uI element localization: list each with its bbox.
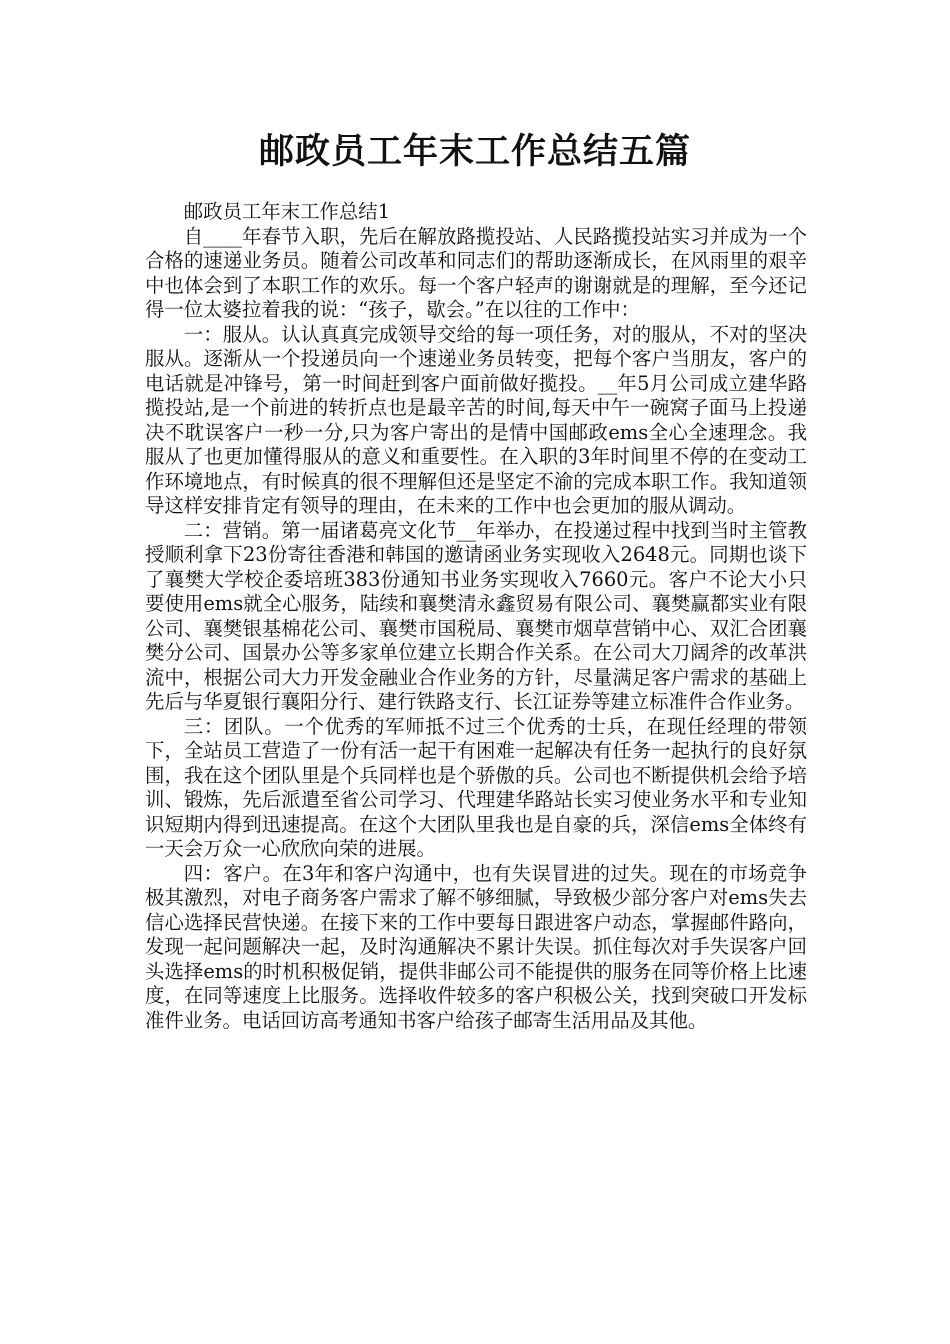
document-body <box>145 200 807 1033</box>
section-heading: 邮政员工年末工作总结1 <box>183 200 391 223</box>
document-title: 邮政员工年末工作总结五篇 <box>258 132 691 172</box>
paragraph-obedience: 一：服从。认认真真完成领导交给的每一项任务，对的服从，不对的坚决服从。逐渐从一个投递员向一个速递业务员转变，把每个客户当朋友，客户的电话就是冲锋号，第一时间赶到客户面前做好揽投。__年5月公司成立建华路揽投站,是一个前进的转折点也是最辛苦的时间,每天中午一碗窝子面马上投递决不耽误客户一秒一分,只为客户寄出的是情中国邮政ems全心全速理念。我服从了也更加懂得服从的意义和重要性。在入职的3年时间里不停的在变动工作环境地点，有时候真的很不理解但还是坚定不渝的完成本职工作。我知道领导这样安排肯定有领导的理由，在未来的工作中也会更加的服从调动。 <box>145 322 807 517</box>
paragraph-team: 三：团队。一个优秀的军师抵不过三个优秀的士兵，在现任经理的带领下，全站员工营造了一份有活一起干有困难一起解决有任务一起执行的良好氛围，我在这个团队里是个兵同样也是个骄傲的兵。公司也不断提供机会给予培训、锻炼，先后派遣至省公司学习、代理建华路站长实习使业务水平和专业知识短期内得到迅速提高。在这个大团队里我也是自豪的兵，深信ems全体终有一天会万众一心欣欣向荣的进展。 <box>145 714 807 860</box>
paragraph-customer: 四：客户。在3年和客户沟通中，也有失误冒进的过失。现在的市场竞争极其激烈，对电子商务客户需求了解不够细腻，导致极少部分客户对ems失去信心选择民营快递。在接下来的工作中要每日跟进客户动态，掌握邮件路向，发现一起问题解决一起，及时沟通解决不累计失误。抓住每次对手失误客户回头选择ems的时机积极促销，提供非邮公司不能提供的服务在同等价格上比速度，在同等速度上比服务。选择收件较多的客户积极公关，找到突破口开发标准件业务。电话回访高考通知书客户给孩子邮寄生活用品及其他。 <box>145 861 807 1032</box>
paragraph-marketing: 二：营销。第一届诸葛亮文化节__年举办，在投递过程中找到当时主管教授顺利拿下23份寄往香港和韩国的邀请函业务实现收入2648元。同期也谈下了襄樊大学校企委培班383份通知书业务实现收入7660元。客户不论大小只要使用ems就全心服务，陆续和襄樊清永鑫贸易有限公司、襄樊赢都实业有限公司、襄樊银基棉花公司、襄樊市国税局、襄樊市烟草营销中心、双汇合团襄樊分公司、国景办公等多家单位建立长期合作关系。在公司大刀阔斧的改革洪流中，根据公司大力开发金融业合作业务的方针，尽量满足客户需求的基础上先后与华夏银行襄阳分行、建行铁路支行、长江证券等建立标准件合作业务。 <box>145 518 807 713</box>
paragraph-intro: 自____年春节入职，先后在解放路揽投站、人民路揽投站实习并成为一个合格的速递业务员。随着公司改革和同志们的帮助逐渐成长，在风雨里的艰辛中也体会到了本职工作的欢乐。每一个客户轻声的谢谢就是的理解，至今还记得一位太婆拉着我的说：“孩子，歇会。”在以往的工作中： <box>145 224 807 321</box>
